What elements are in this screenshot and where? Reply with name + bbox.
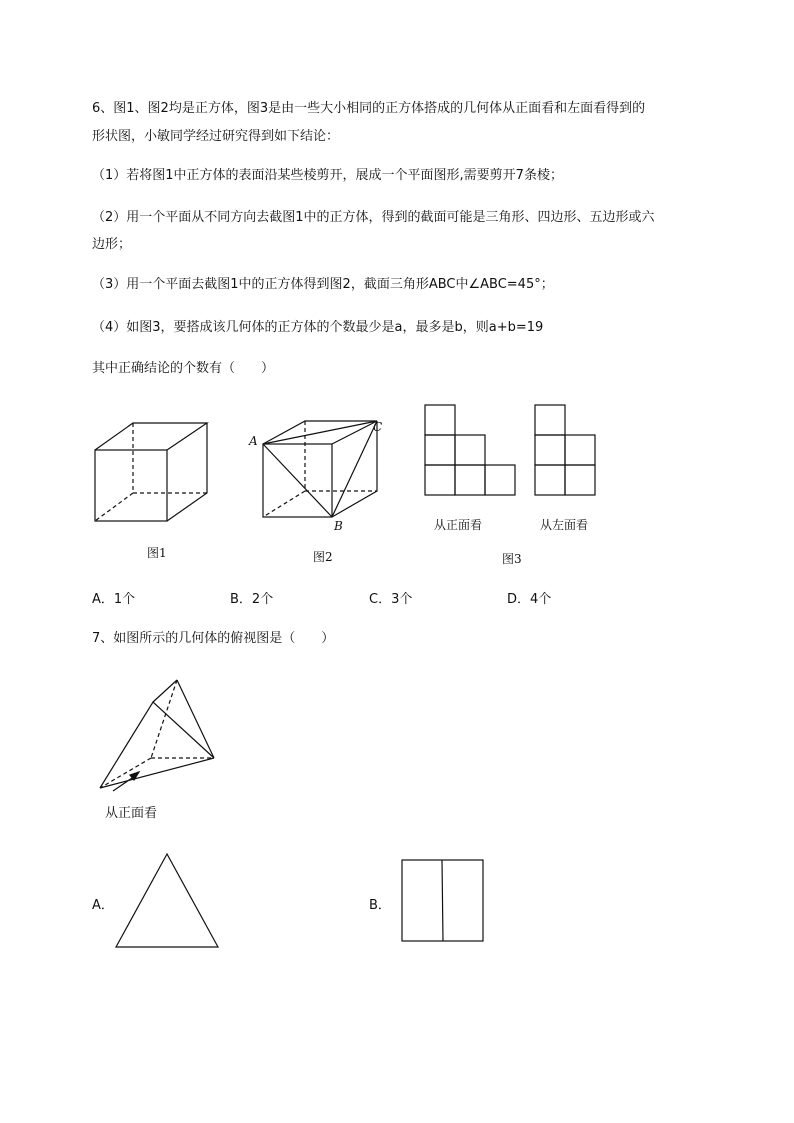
q6-conclusion-2b: 边形； — [92, 237, 132, 252]
q6-conclusion-3: （3）用一个平面去截图1中的正方体得到图2，截面三角形ABC中∠ABC=45°； — [92, 277, 554, 292]
figure-3-front-view — [424, 404, 520, 496]
q7-arrow-label: 从正面看 — [105, 805, 158, 820]
q6-option-a[interactable]: A．1个 — [92, 592, 136, 607]
figure-2-caption: 图2 — [313, 550, 333, 564]
front-view-caption: 从正面看 — [434, 518, 483, 532]
label-c: C — [373, 420, 383, 434]
left-view-caption: 从左面看 — [540, 518, 589, 532]
q6-option-d[interactable]: D．4个 — [507, 592, 552, 607]
q7-option-b[interactable]: B． — [369, 898, 391, 913]
q6-conclusion-2a: （2）用一个平面从不同方向去截图1中的正方体，得到的截面可能是三角形、四边形、五边形或六 — [92, 210, 655, 225]
label-b: B — [334, 519, 343, 533]
q7-question: 7、如图所示的几何体的俯视图是（ ） — [92, 631, 335, 646]
figure-1-caption: 图1 — [147, 546, 167, 560]
q6-prompt: 其中正确结论的个数有（ ） — [92, 361, 275, 376]
q6-line-2: 形状图，小敏同学经过研究得到如下结论： — [92, 129, 340, 144]
q6-option-b[interactable]: B．2个 — [230, 592, 274, 607]
figure-1-cube — [90, 420, 220, 530]
q7-option-b-rectangle — [401, 859, 485, 943]
q7-prism-figure — [95, 678, 225, 823]
q7-option-a[interactable]: A． — [92, 898, 114, 913]
figure-3-left-view — [534, 404, 600, 496]
q7-option-a-triangle — [113, 852, 221, 950]
q6-conclusion-1: （1）若将图1中正方体的表面沿某些棱剪开，展成一个平面图形,需要剪开7条棱； — [92, 168, 563, 183]
label-a: A — [249, 434, 258, 448]
q6-option-c[interactable]: C．3个 — [369, 592, 413, 607]
figure-3-caption: 图3 — [502, 552, 522, 566]
q6-line-1: 6、图1、图2均是正方体，图3是由一些大小相同的正方体搭成的几何体从正面看和左面看得到的 — [92, 101, 646, 116]
q6-conclusion-4: （4）如图3，要搭成该几何体的正方体的个数最少是a，最多是b，则a+b=19 — [92, 320, 544, 335]
figure-2-cube-section — [245, 418, 395, 538]
